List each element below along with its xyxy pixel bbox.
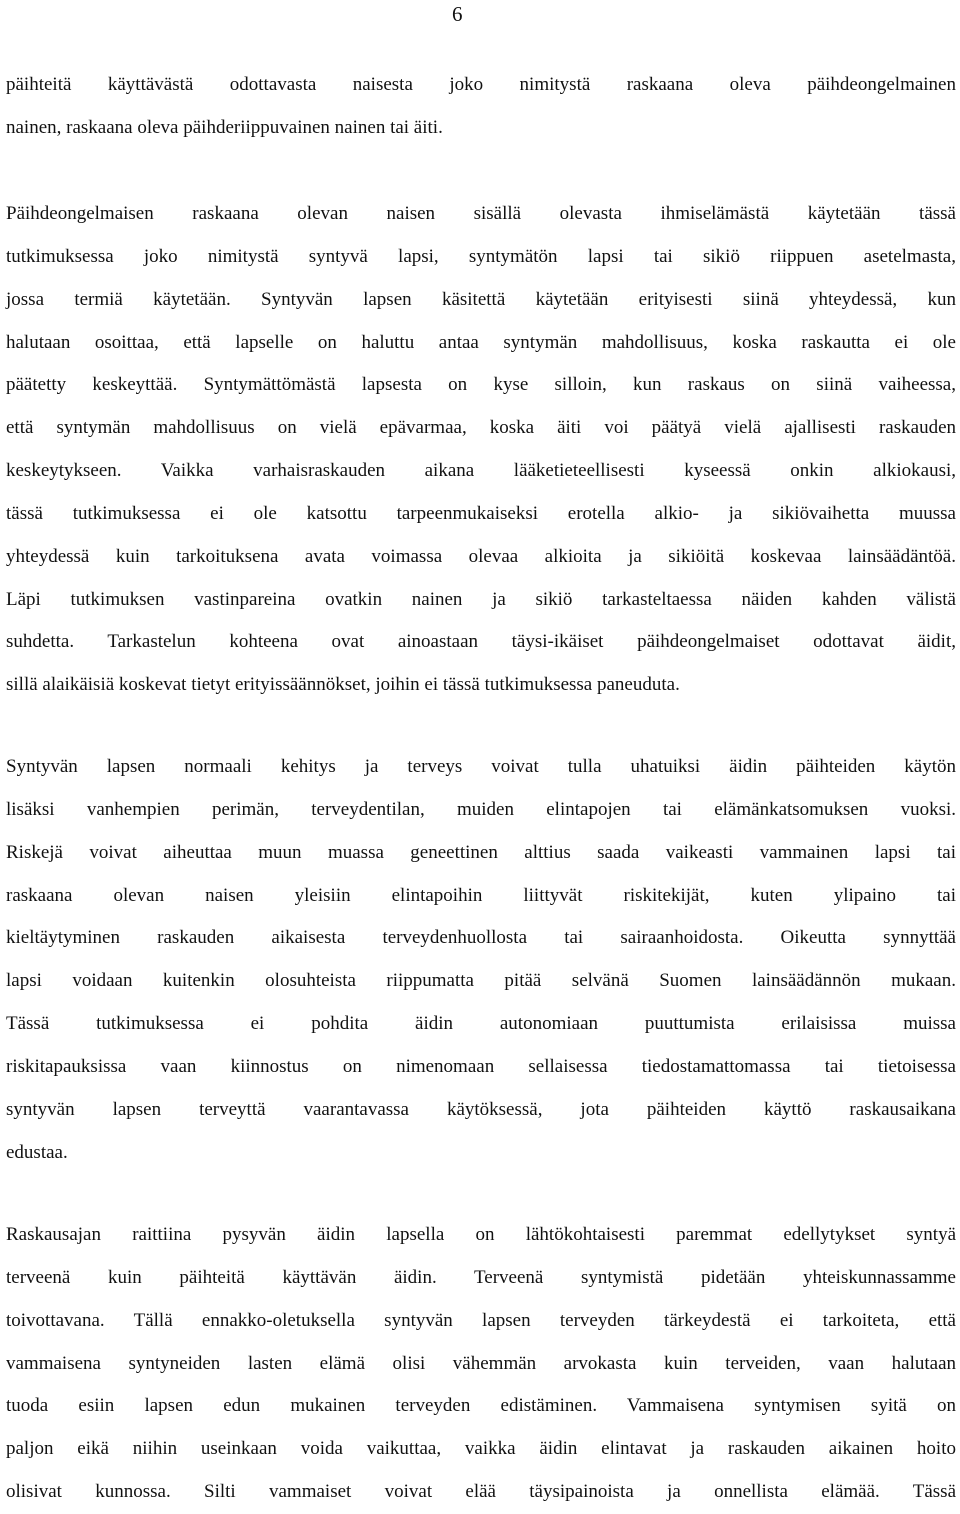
text-line: tässä tutkimuksessa ei ole katsottu tarpeenmukaiseksi erotella alkio- ja sikiövaihetta muussa [6, 502, 956, 524]
text-line: Raskausajan raittiina pysyvän äidin lapsella on lähtökohtaisesti paremmat edellytykset syntyä [6, 1224, 956, 1245]
text-line: lapsi voidaan kuitenkin olosuhteista riippumatta pitää selvänä Suomen lainsäädännön mukaan. [6, 970, 956, 992]
text-line: Päihdeongelmaisen raskaana olevan naisen sisällä olevasta ihmiselämästä käytetään tässä [6, 203, 956, 224]
text-line: sillä alaikäisiä koskevat tietyt erityissäännökset, joihin ei tässä tutkimuksessa paneuduta. [6, 674, 680, 696]
text-line: terveenä kuin päihteitä käyttävän äidin. Terveenä syntymistä pidetään yhteiskunnassamme [6, 1266, 956, 1288]
text-line: suhdetta. Tarkastelun kohteena ovat ainoastaan täysi-ikäiset päihdeongelmaiset odottavat äidit, [6, 631, 956, 653]
paragraph-4 [6, 1214, 956, 1514]
text-line: paljon eikä niihin useinkaan voida vaikuttaa, vaikka äidin elintavat ja raskauden aikainen hoito [6, 1438, 956, 1460]
text-line: päätetty keskeyttää. Syntymättömästä lapsesta on kyse silloin, kun raskaus on siinä vaiheessa, [6, 374, 956, 396]
paragraph-2 [6, 193, 956, 707]
text-line: keskeytykseen. Vaikka varhaisraskauden aikana lääketieteellisesti kyseessä onkin alkiokausi, [6, 460, 956, 482]
text-line: edustaa. [6, 1141, 68, 1163]
text-line: Syntyvän lapsen normaali kehitys ja terveys voivat tulla uhatuiksi äidin päihteiden käytön [6, 756, 956, 777]
text-line: toivottavana. Tällä ennakko-oletuksella syntyvän lapsen terveyden tärkeydestä ei tarkoiteta, että [6, 1309, 956, 1331]
text-line: halutaan osoittaa, että lapselle on haluttu antaa syntymän mahdollisuus, koska raskautta ei ole [6, 331, 956, 353]
text-line: jossa termiä käytetään. Syntyvän lapsen käsitettä käytetään erityisesti siinä yhteydessä, kun [6, 288, 956, 310]
text-line: syntyvän lapsen terveyttä vaarantavassa käytöksessä, jota päihteiden käyttö raskausaikana [6, 1098, 956, 1120]
text-line: Tässä tutkimuksessa ei pohdita äidin autonomiaan puuttumista erilaisissa muissa [6, 1013, 956, 1035]
text-line: tuoda esiin lapsen edun mukainen terveyden edistäminen. Vammaisena syntymisen syitä on [6, 1395, 956, 1417]
text-line: kieltäytyminen raskauden aikaisesta terveydenhuollosta tai sairaanhoidosta. Oikeutta synnyttää [6, 927, 956, 949]
page-number: 6 [452, 2, 463, 26]
text-line: olisivat kunnossa. Silti vammaiset voivat elää täysipainoista ja onnellista elämää. Tässä [6, 1481, 956, 1503]
text-line: vammaisena syntyneiden lasten elämä olisi vähemmän arvokasta kuin terveiden, vaan halutaan [6, 1352, 956, 1374]
text-line: että syntymän mahdollisuus on vielä epävarmaa, koska äiti voi päätyä vielä ajallisesti raskauden [6, 417, 956, 439]
text-line: raskaana olevan naisen yleisiin elintapoihin liittyvät riskitekijät, kuten ylipaino tai [6, 884, 956, 906]
text-line: nainen, raskaana oleva päihderiippuvainen nainen tai äiti. [6, 116, 443, 138]
text-line: Läpi tutkimuksen vastinpareina ovatkin nainen ja sikiö tarkasteltaessa näiden kahden välistä [6, 588, 956, 610]
text-line: lisäksi vanhempien perimän, terveydentilan, muiden elintapojen tai elämänkatsomuksen vuoksi. [6, 798, 956, 820]
text-line: tutkimuksessa joko nimitystä syntyvä lapsi, syntymätön lapsi tai sikiö riippuen asetelmasta, [6, 245, 956, 267]
paragraph-1 [6, 64, 956, 150]
text-line: yhteydessä kuin tarkoituksena avata voimassa olevaa alkioita ja sikiöitä koskevaa lainsäädäntöä. [6, 545, 956, 567]
text-line: Riskejä voivat aiheuttaa muun muassa geneettinen alttius saada vaikeasti vammainen lapsi tai [6, 841, 956, 863]
paragraph-3 [6, 746, 956, 1174]
text-line: riskitapauksissa vaan kiinnostus on nimenomaan sellaisessa tiedostamattomassa tai tietoisessa [6, 1055, 956, 1077]
text-line: päihteitä käyttävästä odottavasta naisesta joko nimitystä raskaana oleva päihdeongelmainen [6, 74, 956, 95]
